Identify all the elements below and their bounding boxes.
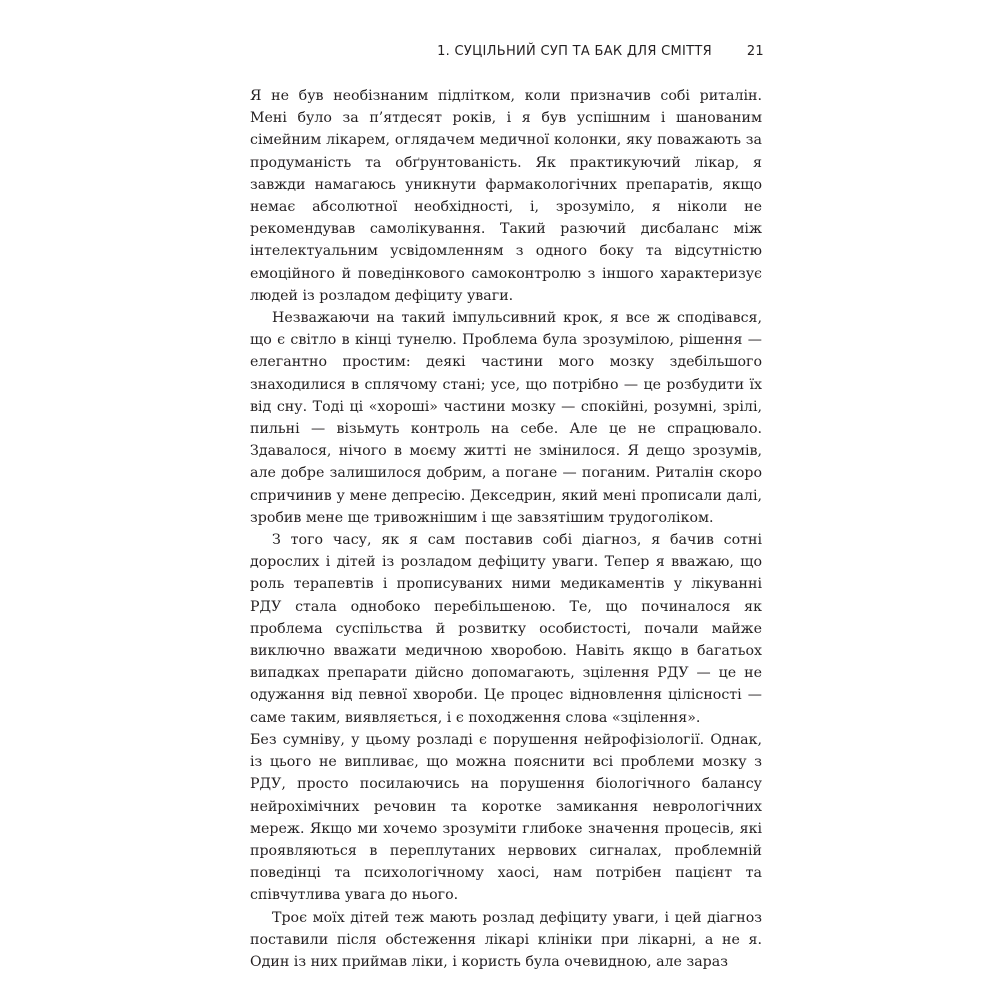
page-number: 21 [746, 44, 764, 59]
paragraph: Без сумніву, у цьому розладі є порушення нейрофізіології. Однак, із цього не випливає, що можна пояснити всі проблеми мозку з РДУ, просто посилаючись на порушення біологічного балансу нейрохімічних речовин та коротке замикання неврологічних мереж. Якщо ми хочемо зрозуміти глибоке значення процесів, які проявляються в переплутаних нервових сигналах, проблемній поведінці та психологічному хаосі, нам потрібен пацієнт та співчутлива увага до нього. [250, 731, 762, 904]
paragraph: Я не був необізнаним підлітком, коли призначив собі риталін. Мені було за п’ятдесят років, і я був успішним і шанованим сімейним лікарем, оглядачем медичної колонки, яку поважають за продуманість та обґрунтованість. Як практикуючий лікар, я завжди намагаюсь уникнути фармакологічних препаратів, якщо немає абсолютної необхідності, і, зрозуміло, я ніколи не рекомендував самолікування. Такий разючий дисбаланс між інтелектуальним усвідомленням з одного боку та відсутністю емоційного й поведінкового самоконтролю з іншого характеризує людей із розладом дефіциту уваги. [250, 88, 762, 304]
body-text [250, 85, 762, 973]
paragraph: Троє моїх дітей теж мають розлад дефіциту уваги, і цей діагноз поставили після обстеження лікарі клініки при лікарні, а не я. Один із них приймав ліки, і користь була очевидною, але зараз [250, 909, 762, 970]
paragraph: Незважаючи на такий імпульсивний крок, я все ж сподівався, що є світло в кінці тунелю. Проблема була зрозумілою, рішення — елегантно простим: деякі частини мого мозку здебільшого знаходилися в сплячому стані; усе, що потрібно — це розбудити їх від сну. Тоді ці «хороші» частини мозку — спокійні, розумні, зрілі, пильні — візьмуть контроль на себе. Але це не спрацювало. Здавалося, нічого в моєму житті не змінилося. Я дещо зрозумів, але добре залишилося добрим, а погане — поганим. Риталін скоро спричинив у мене депресію. Декседрин, який мені прописали далі, зробив мене ще тривожнішим і ще завзятішим трудоголіком. [250, 310, 762, 526]
chapter-title: 1. СУЦІЛЬНИЙ СУП ТА БАК ДЛЯ СМІТТЯ [437, 44, 712, 59]
running-head [250, 44, 764, 64]
paragraph: З того часу, як я сам поставив собі діагноз, я бачив сотні дорослих і дітей із розладом дефіциту уваги. Тепер я вважаю, що роль терапевтів і прописуваних ними медикаментів у лікуванні РДУ стала однобоко перебільшеною. Те, що починалося як проблема суспільства й розвитку особистості, почали майже виключно вважати медичною хворобою. Навіть якщо в багатьох випадках препарати дійсно допомагають, зцілення РДУ — це не одужання від певної хвороби. Це процес відновлення цілісності — саме таким, виявляється, і є походження слова «зцілення». [250, 532, 762, 726]
